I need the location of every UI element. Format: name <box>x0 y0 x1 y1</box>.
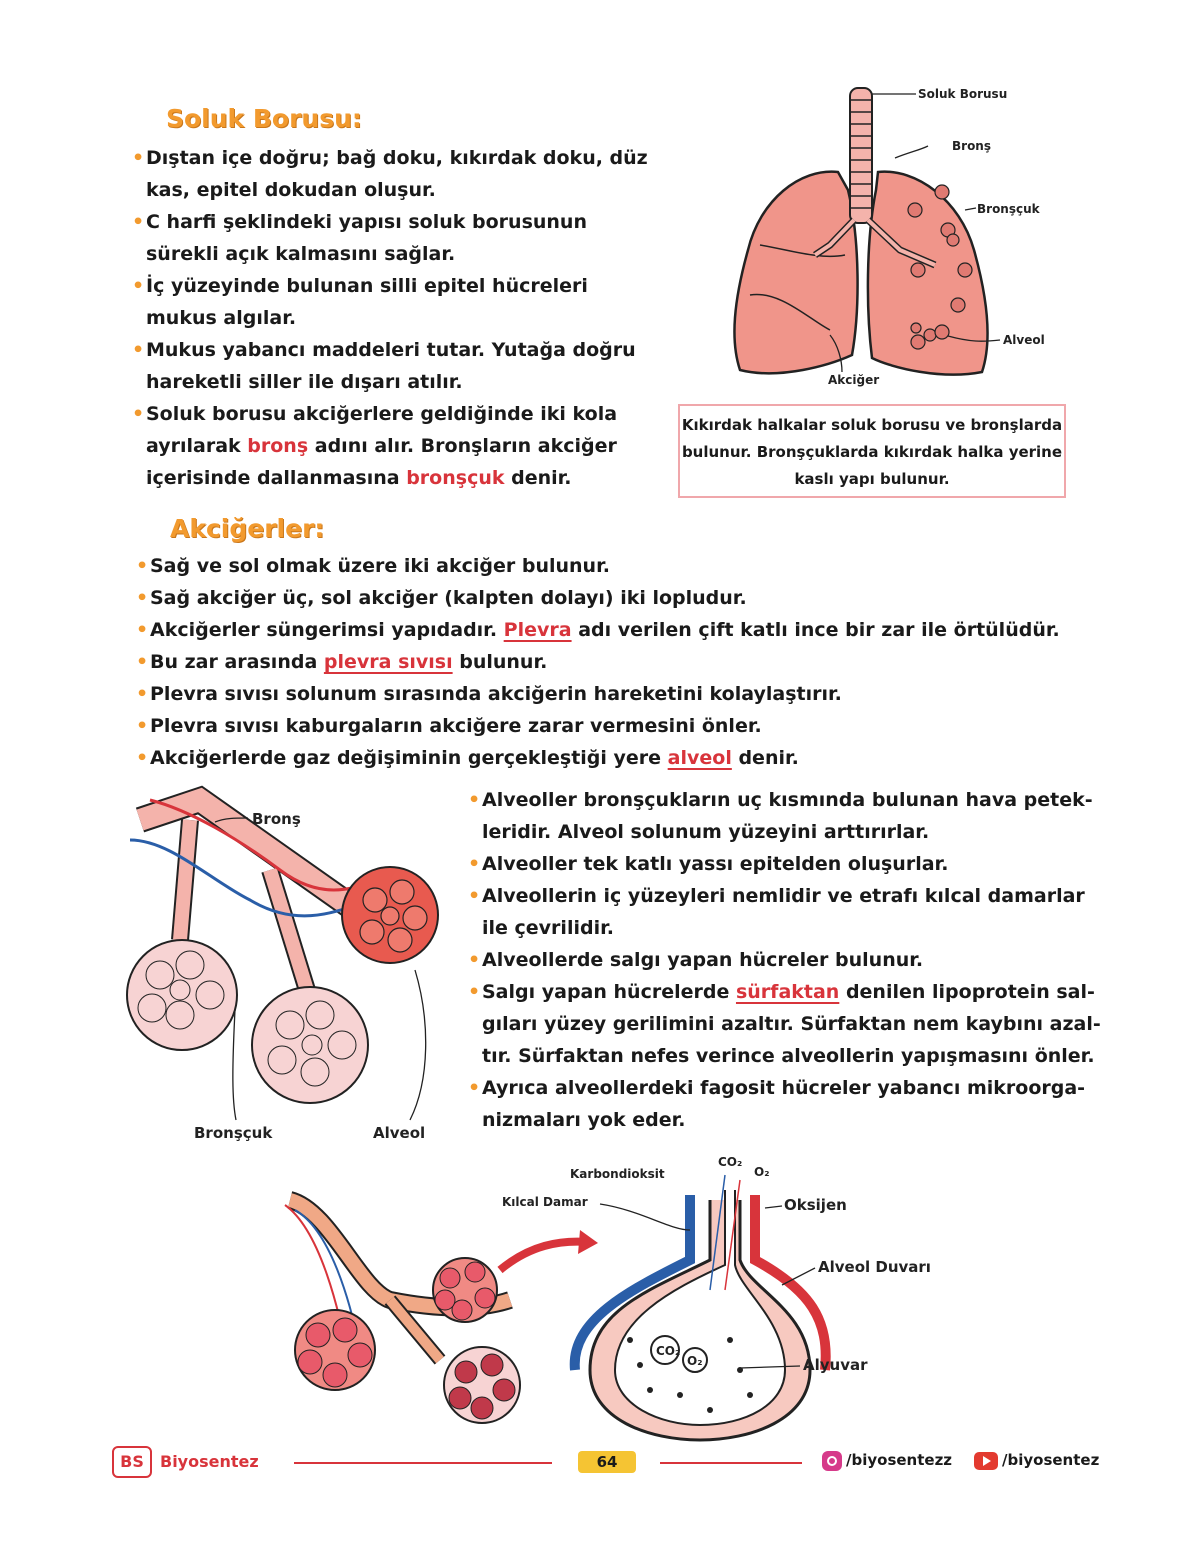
label-bronchiole: Bronşçuk <box>977 202 1040 216</box>
list-item: • Bu zar arasında plevra sıvısı bulunur. <box>136 646 1136 678</box>
instagram-handle[interactable]: /biyosentezz <box>846 1451 953 1469</box>
list-item: • Mukus yabancı maddeleri tutar. Yutağa doğru hareketli siller ile dışarı atılır. <box>132 334 652 398</box>
bubble-co2: CO₂ <box>656 1344 681 1358</box>
bronchiole-illustration <box>127 800 438 1103</box>
gas-exchange-diagram <box>270 1150 931 1440</box>
term-surfactant: sürfaktan <box>735 981 840 1003</box>
list-item: • Sağ akciğer üç, sol akciğer (kalpten dolayı) iki lopludur. <box>136 582 1136 614</box>
term-pleural-fluid: plevra sıvısı <box>323 651 453 673</box>
label-co2: CO₂ <box>718 1155 743 1169</box>
bronchiole-diagram <box>120 780 460 1150</box>
bubble-o2: O₂ <box>687 1354 703 1368</box>
label-co2-text: Karbondioksit <box>570 1167 665 1181</box>
instagram-icon[interactable] <box>822 1451 842 1471</box>
list-item: • Ayrıca alveollerdeki fagosit hücreler yabancı mikroorga-nizmaları yok eder. <box>468 1072 1108 1136</box>
list-item: • Plevra sıvısı kaburgaların akciğere zarar vermesini önler. <box>136 710 1136 742</box>
label-lung: Akciğer <box>828 373 880 387</box>
lungs-heading: Akciğerler: <box>170 514 325 543</box>
label-bronchiole: Bronşçuk <box>194 1124 273 1142</box>
list-item: • Alveollerde salgı yapan hücreler bulunur. <box>468 944 1108 976</box>
term-bronchus: bronş <box>247 435 309 457</box>
cartilage-note: Kıkırdak halkalar soluk borusu ve bronşlarda bulunur. Bronşçuklarda kıkırdak halka yerine kaslı yapı bulunur. <box>678 404 1066 498</box>
lung-illustration <box>734 88 987 375</box>
youtube-icon[interactable] <box>974 1452 998 1470</box>
label-alveolus: Alveol <box>1003 333 1045 347</box>
brand-logo: BS <box>112 1446 152 1478</box>
list-item: • Salgı yapan hücrelerde sürfaktan denilen lipoprotein sal-gıları yüzey gerilimini azaltır. Sürfaktan nem kaybını azal-tır. Sürfaktan nefes verince alveollerin yapışmasını önler. <box>468 976 1108 1072</box>
list-item: • Alveollerin iç yüzeyleri nemlidir ve etrafı kılcal damarlar ile çevrilidir. <box>468 880 1108 944</box>
brand-name: Biyosentez <box>160 1452 259 1471</box>
label-rbc: Alyuvar <box>803 1356 868 1374</box>
list-item: • Alveoller bronşçukların uç kısmında bulunan hava petek-leridir. Alveol solunum yüzeyini arttırırlar. <box>468 784 1108 848</box>
alveoli-list <box>468 784 1108 1136</box>
list-item: • Plevra sıvısı solunum sırasında akciğerin hareketini kolaylaştırır. <box>136 678 1136 710</box>
label-bronchus: Bronş <box>252 810 301 828</box>
label-alveolus-wall: Alveol Duvarı <box>818 1258 931 1276</box>
label-trachea: Soluk Borusu <box>918 87 1008 101</box>
label-alveolus: Alveol <box>373 1124 426 1142</box>
list-item: • İç yüzeyinde bulunan silli epitel hücreleri mukus algılar. <box>132 270 652 334</box>
list-item: • Dıştan içe doğru; bağ doku, kıkırdak doku, düz kas, epitel dokudan oluşur. <box>132 142 652 206</box>
footer-divider-left <box>294 1462 552 1464</box>
trachea-heading: Soluk Borusu: <box>166 104 362 133</box>
label-bronchus: Bronş <box>952 139 991 153</box>
term-alveolus: alveol <box>667 747 732 769</box>
list-item: • Soluk borusu akciğerlere geldiğinde iki kola ayrılarak bronş adını alır. Bronşların akciğer içerisinde dallanmasına bronşçuk denir. <box>132 398 652 494</box>
list-item: • Alveoller tek katlı yassı epitelden oluşurlar. <box>468 848 1108 880</box>
lungs-list <box>136 550 1136 774</box>
youtube-handle[interactable]: /biyosentez <box>1002 1451 1100 1469</box>
page-number: 64 <box>578 1451 636 1473</box>
alveolar-sac-illustration <box>285 1175 826 1440</box>
list-item: • Akciğerlerde gaz değişiminin gerçekleştiği yere alveol denir. <box>136 742 1136 774</box>
label-o2: O₂ <box>754 1165 770 1179</box>
term-pleura: Plevra <box>503 619 572 641</box>
label-capillary: Kılcal Damar <box>502 1195 588 1209</box>
term-bronchiole: bronşçuk <box>406 467 505 489</box>
list-item: • Sağ ve sol olmak üzere iki akciğer bulunur. <box>136 550 1136 582</box>
footer-divider-right <box>660 1462 802 1464</box>
list-item: • C harfi şeklindeki yapısı soluk borusunun sürekli açık kalmasını sağlar. <box>132 206 652 270</box>
label-oxygen: Oksijen <box>784 1196 847 1214</box>
trachea-list <box>132 142 652 494</box>
list-item: • Akciğerler süngerimsi yapıdadır. Plevra adı verilen çift katlı ince bir zar ile örtülüdür. <box>136 614 1136 646</box>
lung-diagram <box>720 80 1080 390</box>
